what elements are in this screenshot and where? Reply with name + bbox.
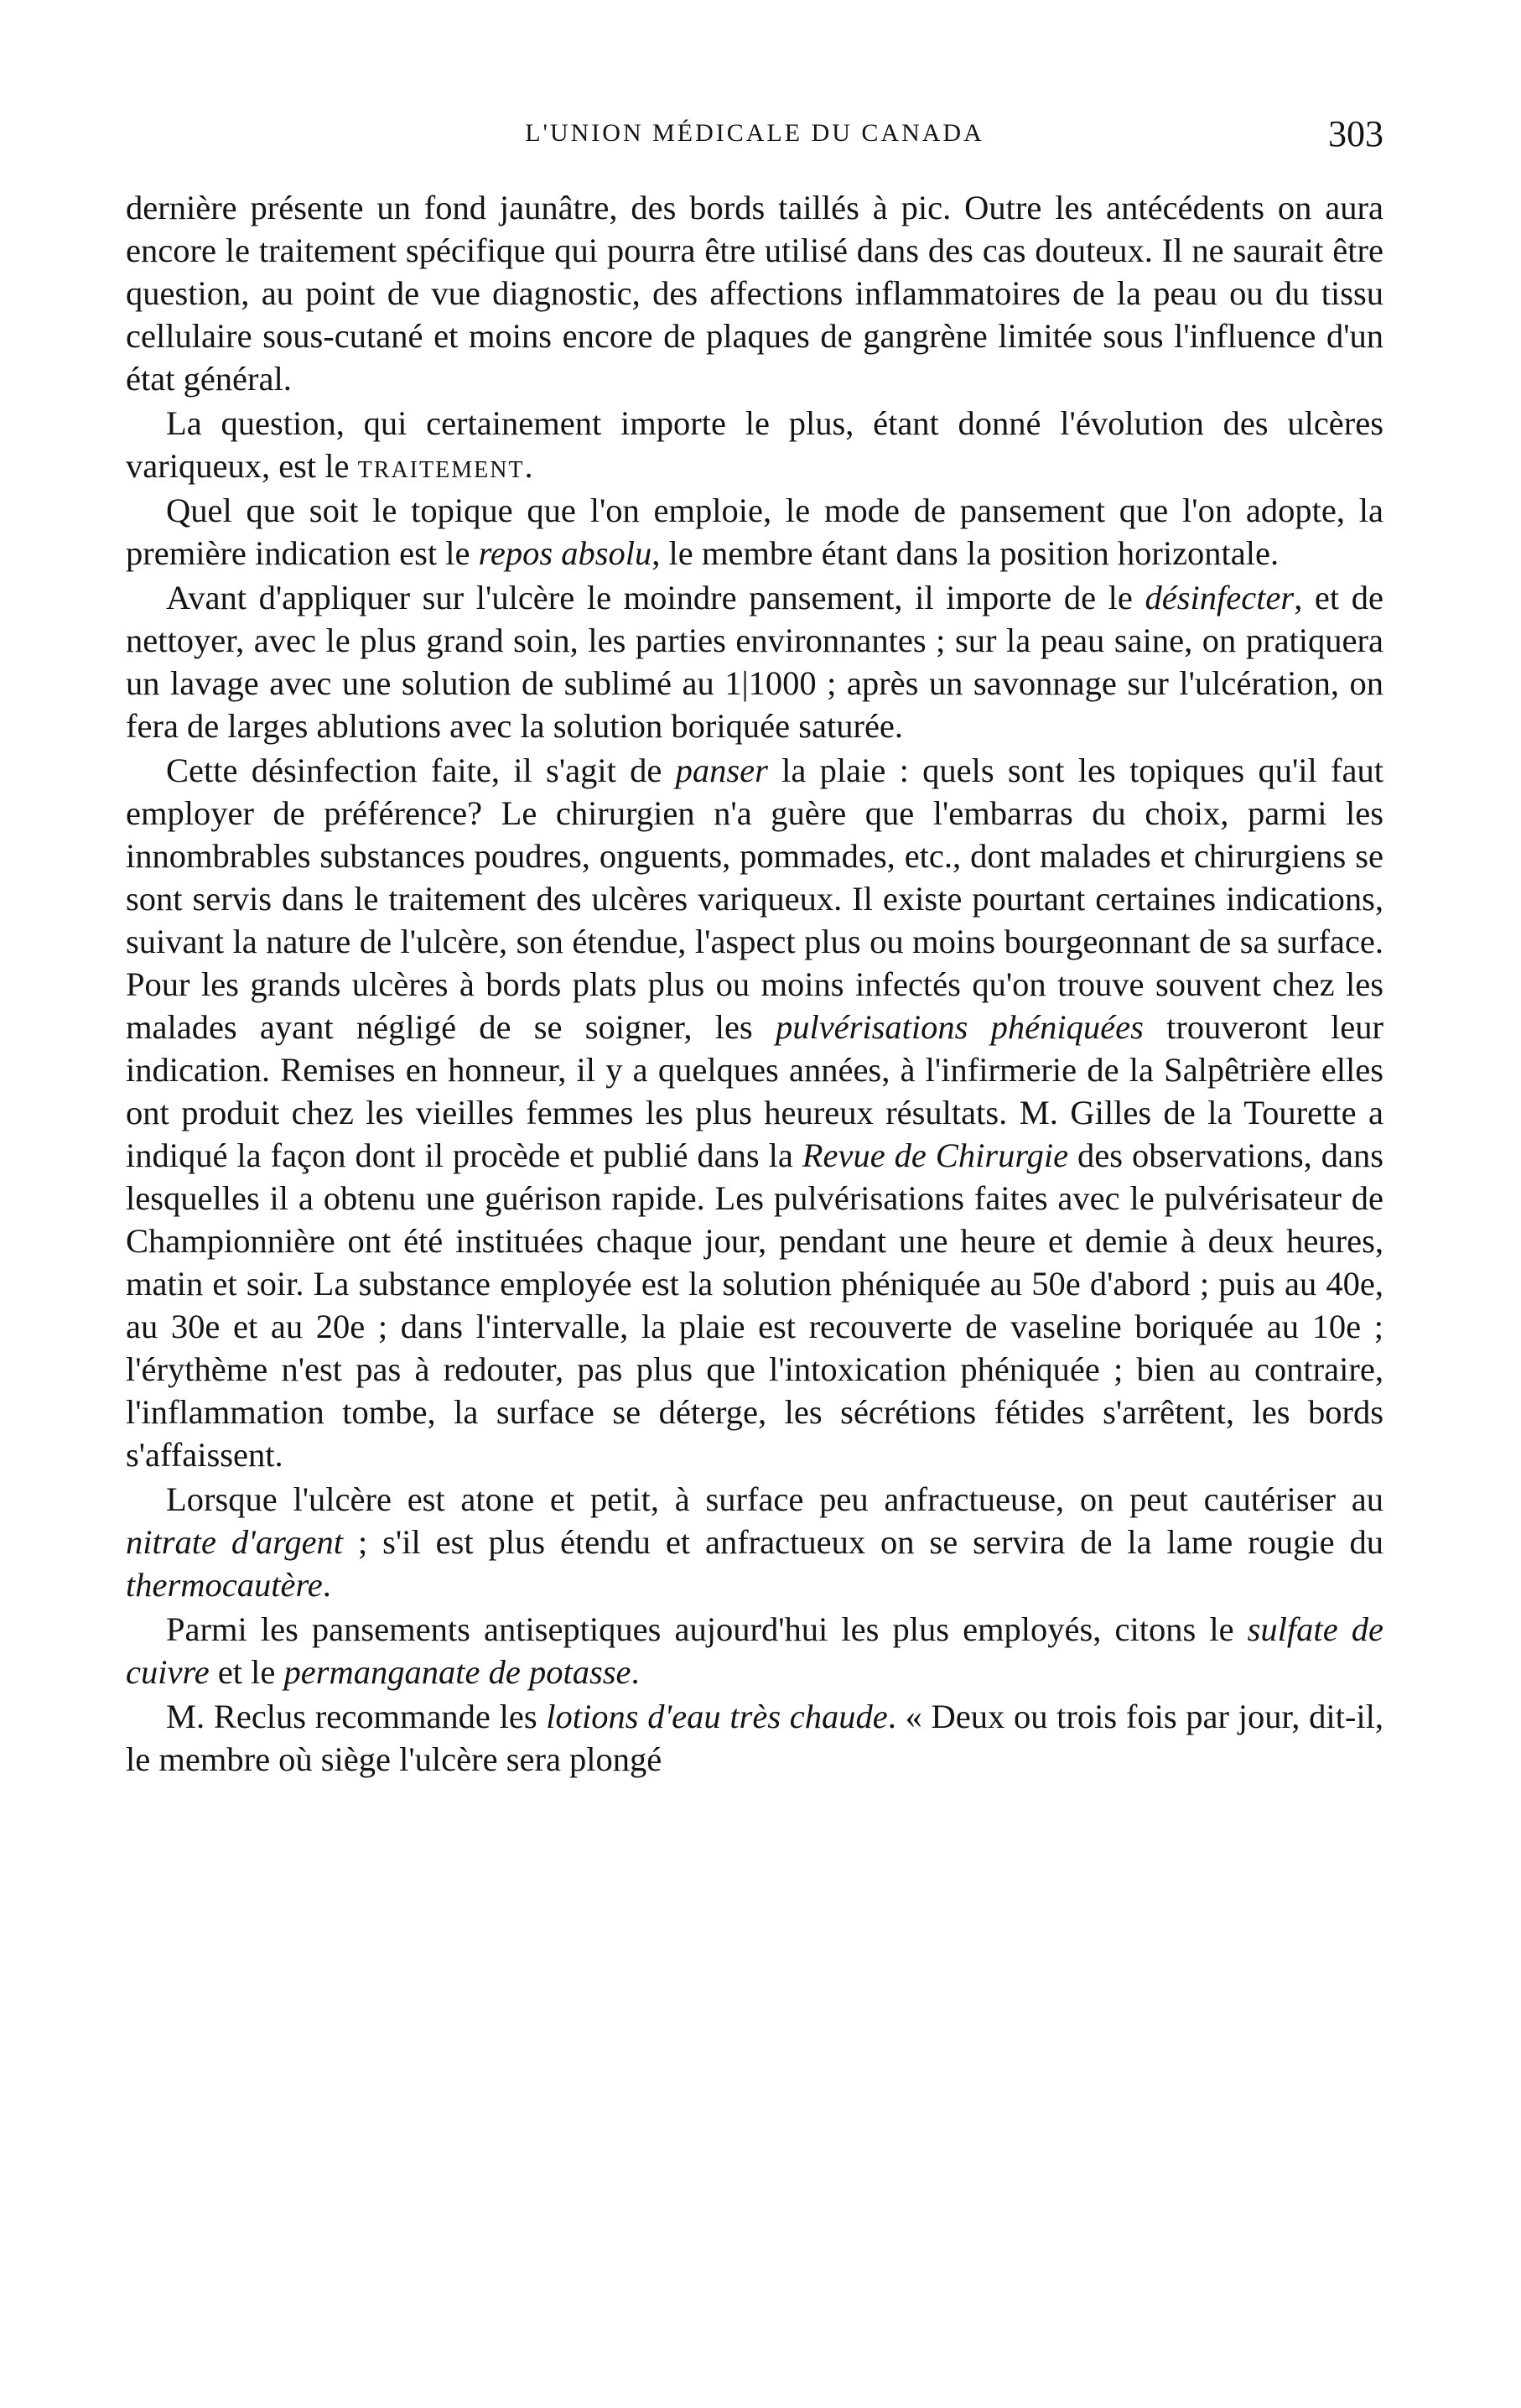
paragraph: [126, 402, 1383, 487]
book-page: [126, 101, 1383, 1782]
paragraph-text: , le membre étant dans la position horizontale.: [651, 534, 1280, 572]
body-text: [126, 186, 1383, 1781]
paragraph-text: et le: [209, 1653, 284, 1691]
paragraph-text: ; s'il est plus étendu et anfractueux on se servira de la lame rougie du: [343, 1523, 1383, 1561]
emphasis-text: nitrate d'argent: [126, 1523, 344, 1561]
paragraph: [126, 749, 1383, 1476]
paragraph-text: trouveront leur indication. Remises en honneur, il y a quelques années, à l'infirmerie de la Salpêtrière elles ont produit chez les vieilles femmes les plus heureux résultats. M. Gilles de la Tourette a indiqué la façon dont il procède et publié dans la: [126, 1008, 1383, 1174]
paragraph-text: .: [631, 1653, 640, 1691]
emphasis-text: pulvérisations phéniquées: [775, 1008, 1144, 1046]
paragraph-text: la plaie : quels sont les topiques qu'il faut employer de préférence? Le chirurgien n'a guère que l'embarras du choix, parmi les innombrables substances poudres, onguents, pommades, etc., dont malades et chirurgiens se sont servis dans le traitement des ulcères variqueux. Il existe pourtant certaines indications, suivant la nature de l'ulcère, son étendue, l'aspect plus ou moins bourgeonnant de sa surface. Pour les grands ulcères à bords plats plus ou moins infectés qu'on trouve souvent chez les malades ayant négligé de se soigner, les: [126, 752, 1383, 1046]
paragraph-text: Lorsque l'ulcère est atone et petit, à surface peu anfractueuse, on peut cautériser au: [166, 1480, 1383, 1518]
running-title: L'UNION MÉDICALE DU CANADA: [525, 119, 984, 147]
paragraph: [126, 1478, 1383, 1606]
paragraph-text: Cette désinfection faite, il s'agit de: [166, 752, 676, 789]
paragraph-text: . « Deux ou trois fois par jour, dit-il, le membre où siège l'ulcère sera plongé: [126, 1698, 1384, 1778]
paragraph: [126, 186, 1383, 400]
paragraph: [126, 1695, 1383, 1781]
paragraph-text: Avant d'appliquer sur l'ulcère le moindre pansement, il importe de le: [166, 579, 1145, 616]
small-caps-text: traitement: [357, 447, 525, 485]
emphasis-text: Revue de Chirurgie: [802, 1136, 1069, 1174]
paragraph: [126, 1608, 1383, 1693]
emphasis-text: désinfecter: [1145, 579, 1295, 616]
paragraph: [126, 489, 1383, 575]
page-header: [126, 101, 1383, 176]
paragraph-text: dernière présente un fond jaunâtre, des bords taillés à pic. Outre les antécédents on aura encore le traitement spécifique qui pourra être utilisé dans des cas douteux. Il ne saurait être question, au point de vue diagnostic, des affections inflammatoires de la peau ou du tissu cellulaire sous-cutané et moins encore de plaques de gangrène limitée sous l'influence d'un état général.: [126, 189, 1383, 398]
paragraph: [126, 576, 1383, 747]
emphasis-text: panser: [675, 752, 768, 789]
paragraph-text: des observations, dans lesquelles il a obtenu une guérison rapide. Les pulvérisations faites avec le pulvérisateur de Championnière ont été instituées chaque jour, pendant une heure et demie à deux heures, matin et soir. La substance employée est la solution phéniquée au 50e d'abord ; puis au 40e, au 30e et au 20e ; dans l'intervalle, la plaie est recouverte de vaseline boriquée au 10e ; l'érythème n'est pas à redouter, pas plus que l'intoxication phéniquée ; bien au contraire, l'inflammation tombe, la surface se déterge, les sécrétions fétides s'arrêtent, les bords s'affaissent.: [126, 1136, 1383, 1474]
paragraph-text: M. Reclus recommande les: [166, 1698, 547, 1735]
paragraph-text: Parmi les pansements antiseptiques aujourd'hui les plus employés, citons le: [166, 1610, 1248, 1648]
paragraph-text: , et de nettoyer, avec le plus grand soin, les parties environnantes ; sur la peau saine, on pratiquera un lavage avec une solution de sublimé au 1|1000 ; après un savonnage sur l'ulcération, on fera de larges ablutions avec la solution boriquée saturée.: [126, 579, 1383, 745]
emphasis-text: permanganate de potasse: [283, 1653, 631, 1691]
paragraph-text: .: [322, 1566, 331, 1604]
emphasis-text: sulfate de cuivre: [126, 1610, 1383, 1691]
paragraph-text: Quel que soit le topique que l'on emploie, le mode de pansement que l'on adopte, la première indication est le: [126, 491, 1383, 572]
emphasis-text: lotions d'eau très chaude: [546, 1698, 888, 1735]
emphasis-text: thermocautère: [126, 1566, 323, 1604]
page-number: 303: [1328, 113, 1383, 154]
paragraph-text: .: [524, 447, 533, 485]
paragraph-text: La question, qui certainement importe le plus, étant donné l'évolution des ulcères variqueux, est le: [126, 404, 1383, 485]
emphasis-text: repos absolu: [478, 534, 652, 572]
